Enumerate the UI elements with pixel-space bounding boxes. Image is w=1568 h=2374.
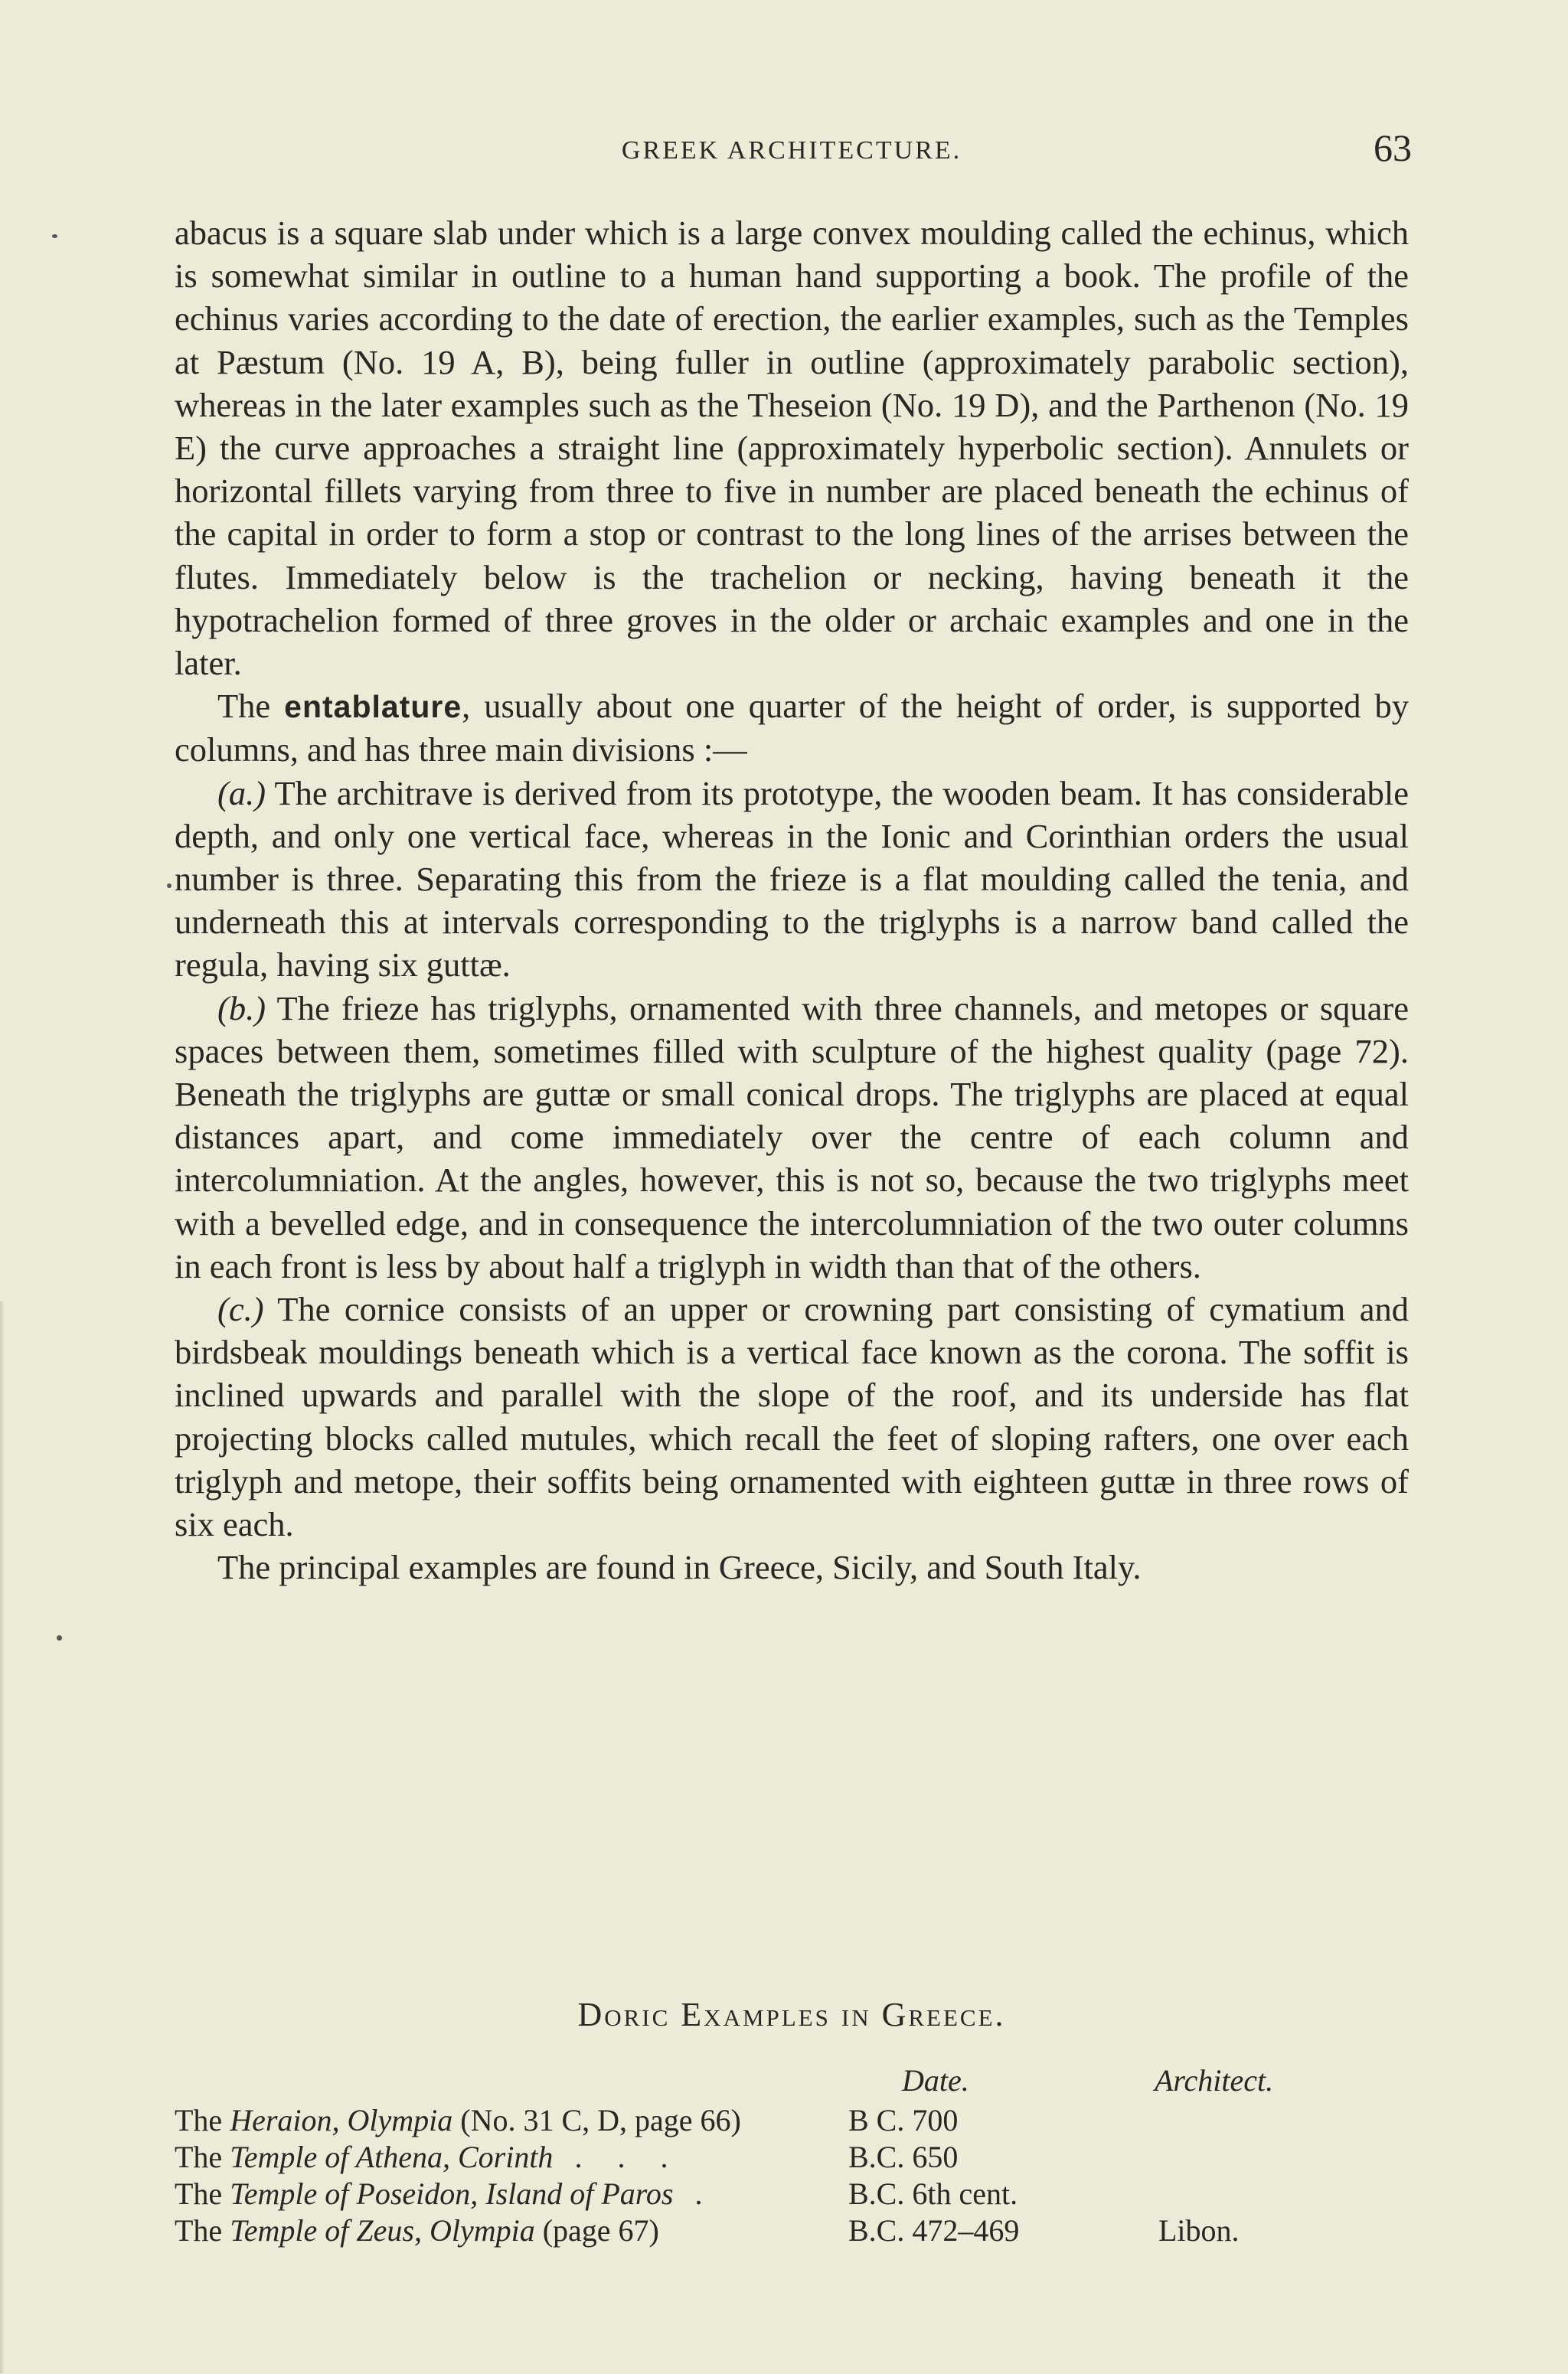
page-number: 63 — [1374, 126, 1412, 169]
table-row — [175, 2176, 1409, 2212]
row-title: Temple of Zeus, Olympia — [230, 2213, 535, 2248]
paragraph-entablature — [175, 684, 1409, 771]
row-reference: (No. 31 C, D, page 66) — [452, 2103, 741, 2137]
example-date: B.C. 650 — [848, 2140, 959, 2174]
examples-table — [175, 2062, 1409, 2249]
body-text — [175, 211, 1409, 1589]
example-date: B.C. 472–469 — [848, 2213, 1020, 2248]
list-marker-c: (c.) — [217, 1290, 264, 1329]
paragraph-echinus: abacus is a square slab under which is a large convex moulding called the echinus, which is somewhat similar in outline to a human hand supporting a book. The profile of the echinus varies according to the date of erection, the earlier examples, such as the Temples at Pæstum (No. 19 A, B), being fuller in outline (approximately parabolic section), whereas in the later examples such as the Theseion (No. 19 D), and the Parthenon (No. 19 E) the curve approaches a straight line (approximately hyperbolic section). Annulets or horizontal fillets varying from three to five in number are placed beneath the echinus of the capital in order to form a stop or contrast to the long lines of the arrises between the flutes. Immediately below is the trachelion or necking, having beneath it the hypotrachelion formed of three groves in the older or archaic examples and one in the later. — [175, 214, 1409, 683]
row-title: Temple of Poseidon, Island of Paros — [230, 2176, 674, 2211]
row-article: The — [175, 2103, 223, 2137]
list-marker-a: (a.) — [217, 773, 266, 812]
row-title: Temple of Athena, Corinth — [230, 2140, 554, 2174]
margin-mark — [167, 883, 172, 888]
row-article: The — [175, 2140, 223, 2174]
example-architect: Libon. — [1158, 2213, 1240, 2248]
cornice-text: The cornice consists of an upper or crowning part consisting of cymatium and birdsbeak mouldings beneath which is a vertical face known as the corona. The soffit is inclined upwards and parallel with the slope of the roof, and its underside has flat projecting blocks called mutules, which recall the feet of sloping rafters, one over each triglyph and metope, their soffits being ornamented with eighteen guttæ in three rows of six each. — [175, 1290, 1409, 1544]
row-reference: (page 67) — [534, 2213, 659, 2248]
entablature-text: , usually about one quarter of the height of order, is supported by columns, and has three main divisions :— — [175, 687, 1409, 769]
section-heading: Doric Examples in Greece. — [577, 1996, 1006, 2033]
margin-mark — [57, 1635, 62, 1641]
example-date: B C. 700 — [848, 2103, 959, 2137]
paragraph-frieze — [175, 987, 1409, 1288]
table-row — [175, 2212, 1409, 2249]
header-date: Date. — [902, 2063, 969, 2098]
margin-mark — [52, 234, 57, 238]
paragraph-principal-examples: The principal examples are found in Greece, Sicily, and South Italy. — [217, 1548, 1142, 1587]
running-title: GREEK ARCHITECTURE. — [621, 136, 962, 165]
example-name — [175, 2102, 841, 2138]
entablature-lead: The — [217, 687, 271, 726]
header-architect: Architect. — [1155, 2063, 1274, 2098]
paragraph-architrave — [175, 772, 1409, 987]
table-row — [175, 2102, 1409, 2139]
table-header — [175, 2062, 1409, 2102]
running-head — [175, 126, 1412, 176]
row-title: Heraion, Olympia — [230, 2103, 453, 2137]
row-leader: . — [673, 2176, 717, 2211]
example-name — [175, 2176, 841, 2212]
list-marker-b: (b.) — [217, 988, 266, 1027]
row-article: The — [175, 2176, 223, 2211]
frieze-text: The frieze has triglyphs, ornamented with three channels, and metopes or square spaces between them, sometimes filled with sculpture of the highest quality (page 72). Beneath the triglyphs are guttæ or small conical drops. The triglyphs are placed at equal distances apart, and come immediately over the centre of each column and intercolumniation. At the angles, however, this is not so, because the two triglyphs meet with a bevelled edge, and in consequence the intercolumniation of the two outer columns in each front is less by about half a triglyph in width than that of the others. — [175, 988, 1409, 1285]
row-leader: . . . — [553, 2140, 682, 2174]
example-name — [175, 2139, 841, 2175]
architrave-text: The architrave is derived from its prototype, the wooden beam. It has considerable depth, and only one vertical face, whereas in the Ionic and Corinthian orders the usual number is three. Separating this from the frieze is a flat moulding called the tenia, and underneath this at intervals corresponding to the triglyphs is a narrow band called the regula, having six guttæ. — [175, 773, 1409, 985]
example-date: B.C. 6th cent. — [848, 2176, 1018, 2211]
example-name — [175, 2212, 841, 2248]
page-edge-shadow — [0, 1301, 5, 2373]
paragraph-cornice — [175, 1288, 1409, 1546]
table-row — [175, 2139, 1409, 2176]
entablature-term: entablature — [284, 689, 462, 725]
row-article: The — [175, 2213, 223, 2248]
